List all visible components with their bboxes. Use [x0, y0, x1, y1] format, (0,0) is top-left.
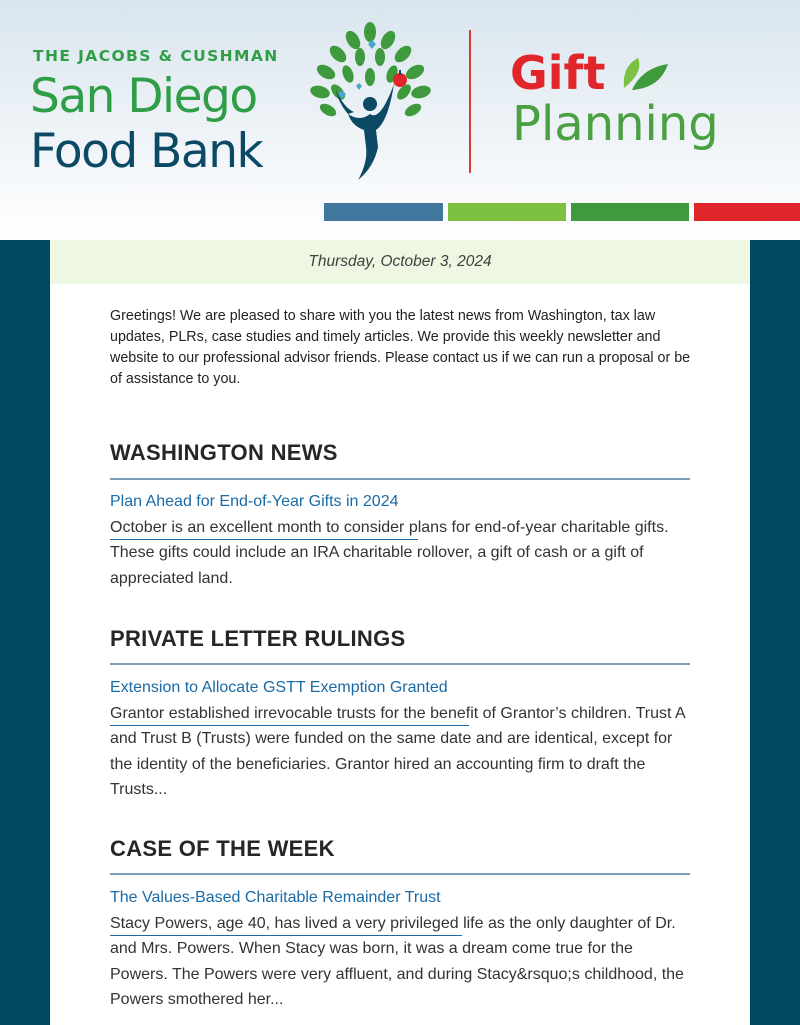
org-name-line2: Food Bank	[30, 124, 263, 179]
article-link-end-of-year-gifts[interactable]: Plan Ahead for End-of-Year Gifts in 2024	[110, 493, 399, 510]
planning-title: Planning	[512, 96, 719, 152]
section-title-case-of-the-week: CASE OF THE WEEK	[110, 836, 335, 861]
link-underline	[110, 935, 462, 936]
link-underline	[110, 725, 469, 726]
org-name-line1: San Diego	[30, 69, 257, 124]
article-summary: Stacy Powers, age 40, has lived a very privileged life as the only daughter of Dr. and Mrs. Powers. When Stacy was born, it was a dream come true for the Powers. The Powers were very affluent, and during Stacy&rsquo;s childhood, the Powers smothered her...	[110, 915, 684, 1008]
color-bar-red	[694, 203, 800, 221]
article-link-gstt-exemption[interactable]: Extension to Allocate GSTT Exemption Granted	[110, 679, 448, 696]
section-title-private-letter-rulings: PRIVATE LETTER RULINGS	[110, 626, 406, 651]
issue-date: Thursday, October 3, 2024	[50, 240, 750, 284]
gift-title: Gift	[510, 46, 606, 100]
newsletter-content	[50, 240, 750, 1025]
leaf-icon	[620, 50, 672, 94]
color-bar-light-green	[448, 203, 566, 221]
article-link-values-based-crt[interactable]: The Values-Based Charitable Remainder Trust	[110, 889, 441, 906]
article-summary: Grantor established irrevocable trusts for the benefit of Grantor’s children. Trust A and Trust B (Trusts) were funded on the same date and are identical, except for the identity of the beneficiaries. Grantor hired an accounting firm to draft the Trusts...	[110, 705, 685, 798]
section-title-washington-news: WASHINGTON NEWS	[110, 440, 338, 465]
section-rule	[110, 478, 690, 480]
header-divider	[469, 30, 471, 173]
section-rule	[110, 873, 690, 875]
article-summary: October is an excellent month to consider plans for end-of-year charitable gifts. These gifts could include an IRA charitable rollover, a gift of cash or a gift of appreciated land.	[110, 519, 669, 587]
food-bank-tree-logo	[308, 22, 433, 180]
org-name-top: THE JACOBS & CUSHMAN	[33, 47, 279, 65]
link-underline	[110, 539, 418, 540]
color-bar-blue	[324, 203, 443, 221]
color-bar-green	[571, 203, 689, 221]
section-rule	[110, 663, 690, 665]
intro-text: Greetings! We are pleased to share with you the latest news from Washington, tax law updates, PLRs, case studies and timely articles. We provide this weekly newsletter and website to our professional advisor friends. Please contact us if we can run a proposal or be of assistance to you.	[110, 308, 691, 387]
newsletter-header	[0, 0, 800, 240]
